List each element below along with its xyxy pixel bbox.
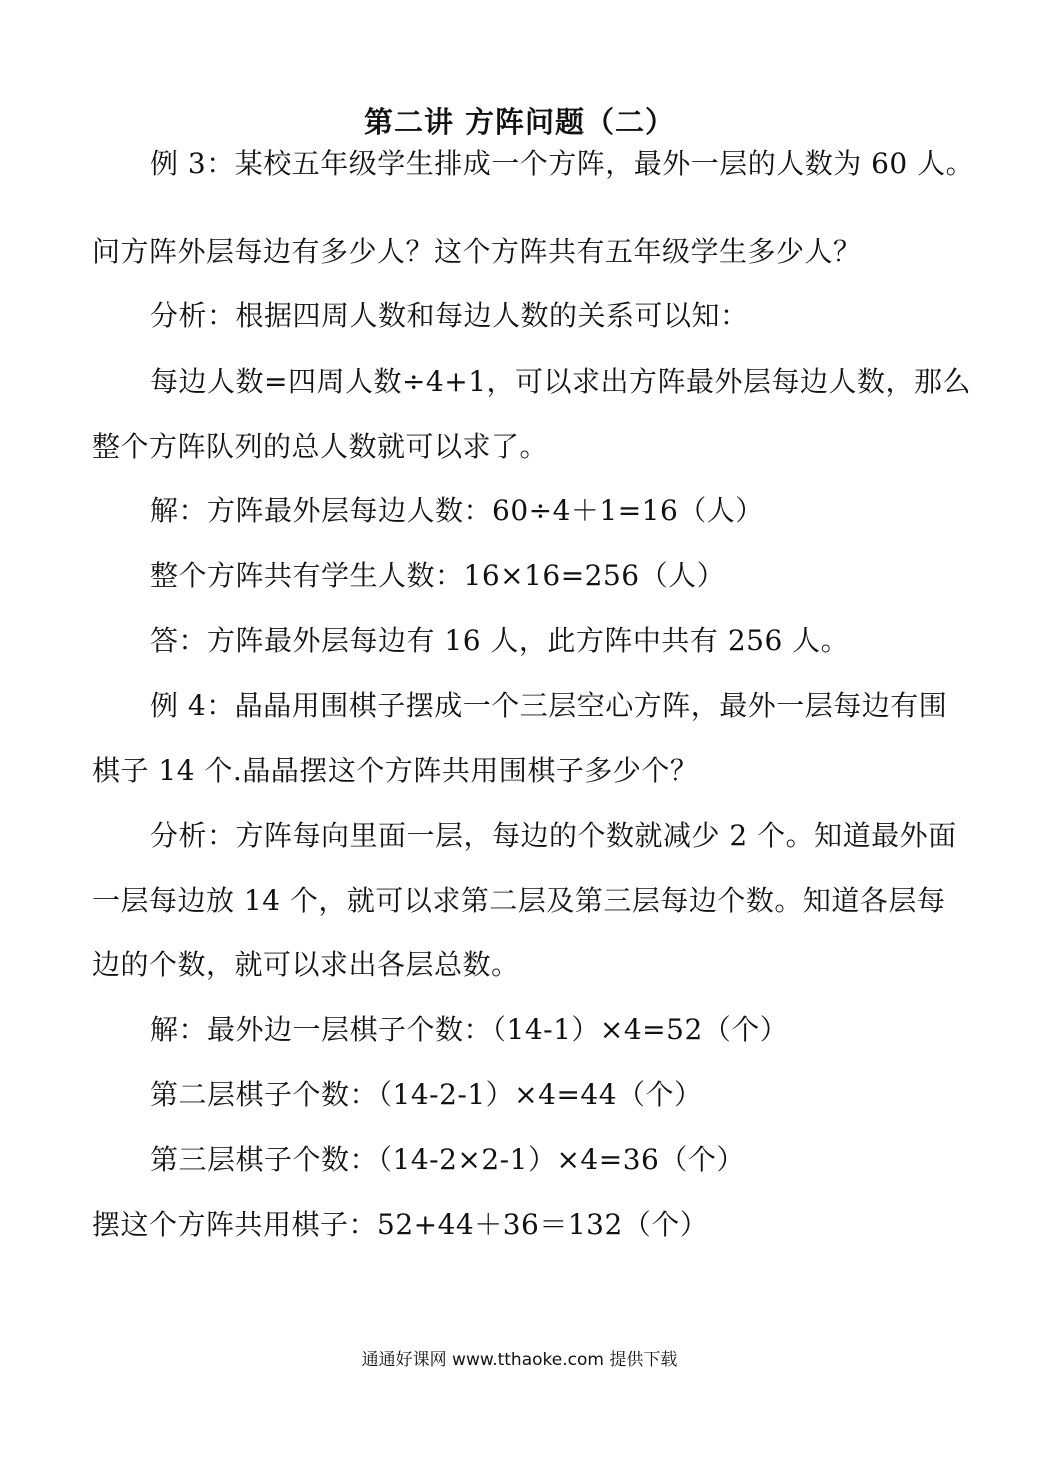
example-3-analysis-line-2: 每边人数=四周人数÷4+1，可以求出方阵最外层每边人数，那么 [150, 365, 972, 398]
example-4-solution-line-2: 第二层棋子个数：（14-2-1）×4=44（个） [150, 1078, 703, 1111]
example-3-question-line-1: 例 3：某校五年级学生排成一个方阵，最外一层的人数为 60 人。 [150, 147, 975, 180]
example-4-analysis-line-2: 一层每边放 14 个，就可以求第二层及第三层每边个数。知道各层每 [92, 884, 946, 917]
example-4-solution-line-1: 解：最外边一层棋子个数：（14-1）×4=52（个） [150, 1013, 789, 1046]
example-3-question-line-2: 问方阵外层每边有多少人？这个方阵共有五年级学生多少人？ [92, 235, 862, 268]
example-3-analysis-line-1: 分析：根据四周人数和每边人数的关系可以知： [150, 299, 749, 332]
example-4-analysis-line-1: 分析：方阵每向里面一层，每边的个数就减少 2 个。知道最外面 [150, 819, 957, 852]
page-title: 第二讲 方阵问题（二） [363, 105, 676, 139]
example-4-analysis-line-3: 边的个数，就可以求出各层总数。 [92, 948, 520, 981]
example-4-question-line-2: 棋子 14 个.晶晶摆这个方阵共用围棋子多少个？ [92, 754, 699, 787]
example-3-answer: 答：方阵最外层每边有 16 人，此方阵中共有 256 人。 [150, 624, 850, 657]
example-4-solution-total: 摆这个方阵共用棋子：52+44＋36＝132（个） [92, 1208, 709, 1241]
page-footer: 通通好课网 www.tthaoke.com 提供下载 [361, 1350, 678, 1370]
example-4-question-line-1: 例 4：晶晶用围棋子摆成一个三层空心方阵，最外一层每边有围 [150, 689, 948, 722]
example-3-solution-line-2: 整个方阵共有学生人数：16×16=256（人） [150, 559, 726, 592]
example-3-analysis-line-3: 整个方阵队列的总人数就可以求了。 [92, 430, 549, 463]
example-3-solution-line-1: 解：方阵最外层每边人数：60÷4＋1=16（人） [150, 494, 764, 527]
example-4-solution-line-3: 第三层棋子个数：（14-2×2-1）×4=36（个） [150, 1143, 745, 1176]
